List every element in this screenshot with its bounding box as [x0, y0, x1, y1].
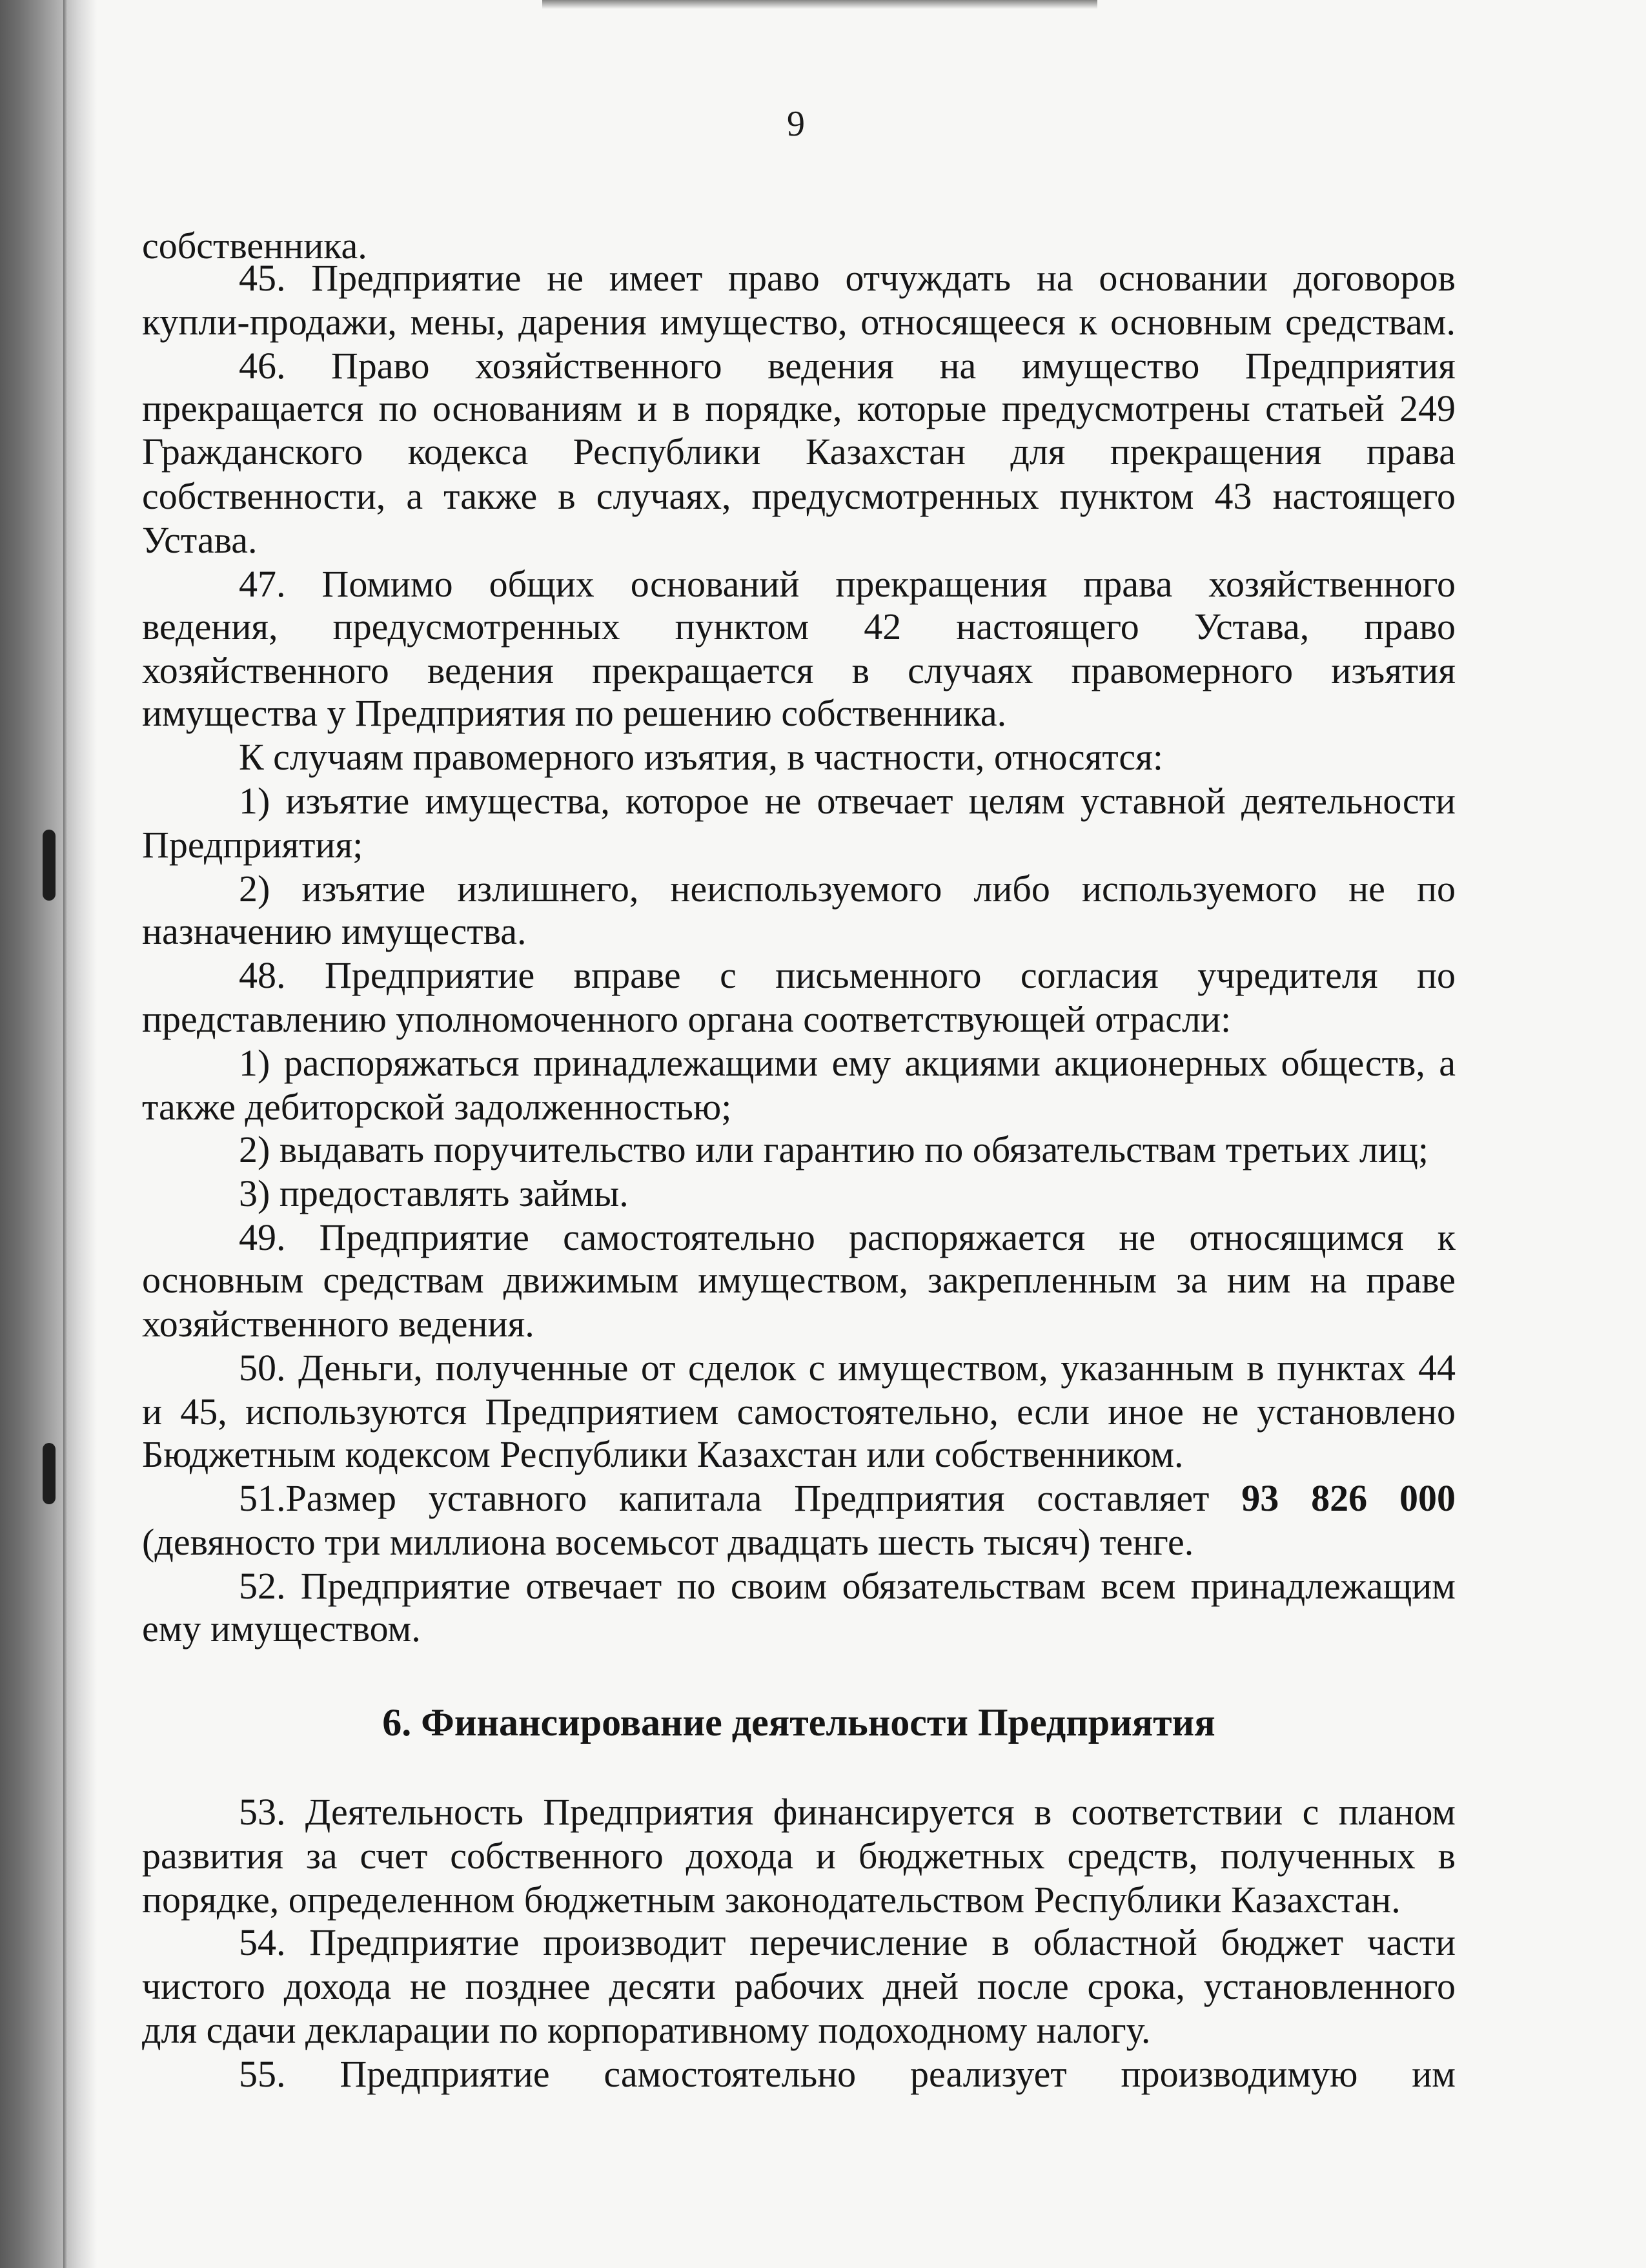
- punch-hole-lower: [43, 1443, 56, 1504]
- paragraph-46-line-5: Устава.: [142, 519, 258, 561]
- paragraph-47-line-4: имущества у Предприятия по решению собственника.: [142, 692, 1007, 734]
- paragraph-53-line-2: развития за счет собственного дохода и бюджетных средств, полученных в: [142, 1835, 1456, 1877]
- paragraph-50-line-2: и 45, используются Предприятием самостоятельно, если иное не установлено: [142, 1391, 1456, 1433]
- paragraph-52-line-1: 52. Предприятие отвечает по своим обязательствам всем принадлежащим: [239, 1565, 1456, 1607]
- paragraph-47-line-3: хозяйственного ведения прекращается в случаях правомерного изъятия: [142, 649, 1456, 691]
- paragraph-51-line-2: (девяносто три миллиона восемьсот двадцать шесть тысяч) тенге.: [142, 1521, 1194, 1563]
- paragraph-46-line-4: собственности, а также в случаях, предусмотренных пунктом 43 настоящего: [142, 475, 1456, 517]
- paragraph-50-line-1: 50. Деньги, полученные от сделок с имуществом, указанным в пунктах 44: [239, 1347, 1456, 1389]
- binding-fold-line: [63, 0, 67, 2268]
- paragraph-48-item-1-line-1: 1) распоряжаться принадлежащими ему акциями акционерных обществ, а: [239, 1042, 1456, 1084]
- paragraph-55-line-1: 55. Предприятие самостоятельно реализует производимую им: [239, 2053, 1456, 2095]
- removal-item-1-line-1: 1) изъятие имущества, которое не отвечает целям уставной деятельности: [239, 780, 1456, 822]
- removal-item-2-line-2: назначению имущества.: [142, 910, 527, 952]
- paragraph-49-line-2: основным средствам движимым имуществом, закрепленным за ним на праве: [142, 1259, 1456, 1301]
- paragraph-54-line-2: чистого дохода не позднее десяти рабочих дней после срока, установленного: [142, 1965, 1456, 2007]
- paragraph-47-line-1: 47. Помимо общих оснований прекращения права хозяйственного: [239, 563, 1456, 605]
- capital-amount: 93 826 000: [1241, 1477, 1456, 1519]
- page-number: 9: [787, 104, 805, 144]
- paragraph-45-line-1: 45. Предприятие не имеет право отчуждать на основании договоров: [239, 257, 1456, 299]
- capital-text: 51.Размер уставного капитала Предприятия составляет: [239, 1477, 1210, 1519]
- removal-item-1-line-2: Предприятия;: [142, 824, 363, 866]
- paragraph-49-line-3: хозяйственного ведения.: [142, 1303, 534, 1345]
- paragraph-48-item-1-line-2: также дебиторской задолженностью;: [142, 1086, 732, 1128]
- paragraph-53-line-1: 53. Деятельность Предприятия финансируется в соответствии с планом: [239, 1791, 1456, 1833]
- paragraph-46-line-1: 46. Право хозяйственного ведения на имущество Предприятия: [239, 345, 1456, 387]
- top-edge-smudge: [542, 0, 1097, 9]
- section-heading: 6. Финансирование деятельности Предприятия: [382, 1701, 1215, 1744]
- paragraph-46-line-2: прекращается по основаниям и в порядке, которые предусмотрены статьей 249: [142, 387, 1456, 429]
- paragraph-54-line-3: для сдачи декларации по корпоративному подоходному налогу.: [142, 2009, 1151, 2051]
- paragraph-54-line-1: 54. Предприятие производит перечисление в областной бюджет части: [239, 1921, 1456, 1963]
- paragraph-48-line-2: представлению уполномоченного органа соответствующей отрасли:: [142, 998, 1232, 1040]
- paragraph-49-line-1: 49. Предприятие самостоятельно распоряжается не относящимся к: [239, 1216, 1456, 1258]
- paragraph-51-line-1: [239, 1477, 1456, 1519]
- removal-item-2-line-1: 2) изъятие излишнего, неиспользуемого либо используемого не по: [239, 868, 1456, 910]
- paragraph-46-line-3: Гражданского кодекса Республики Казахстан для прекращения права: [142, 431, 1456, 473]
- paragraph-50-line-3: Бюджетным кодексом Республики Казахстан или собственником.: [142, 1433, 1184, 1475]
- removal-intro-line: К случаям правомерного изъятия, в частности, относятся:: [239, 736, 1163, 778]
- paragraph-47-line-2: ведения, предусмотренных пунктом 42 настоящего Устава, право: [142, 606, 1456, 648]
- paragraph-53-line-3: порядке, определенном бюджетным законодательством Республики Казахстан.: [142, 1879, 1401, 1921]
- paragraph-48-item-3: 3) предоставлять займы.: [239, 1172, 629, 1214]
- paragraph-52-line-2: ему имуществом.: [142, 1608, 421, 1650]
- text-line: собственника.: [142, 225, 367, 267]
- punch-hole-upper: [43, 830, 56, 901]
- binding-shadow: [0, 0, 97, 2268]
- paragraph-48-item-2: 2) выдавать поручительство или гарантию по обязательствам третьих лиц;: [239, 1129, 1429, 1170]
- paragraph-45-line-2: купли-продажи, мены, дарения имущество, относящееся к основным средствам.: [142, 301, 1456, 343]
- paragraph-48-line-1: 48. Предприятие вправе с письменного согласия учредителя по: [239, 954, 1456, 996]
